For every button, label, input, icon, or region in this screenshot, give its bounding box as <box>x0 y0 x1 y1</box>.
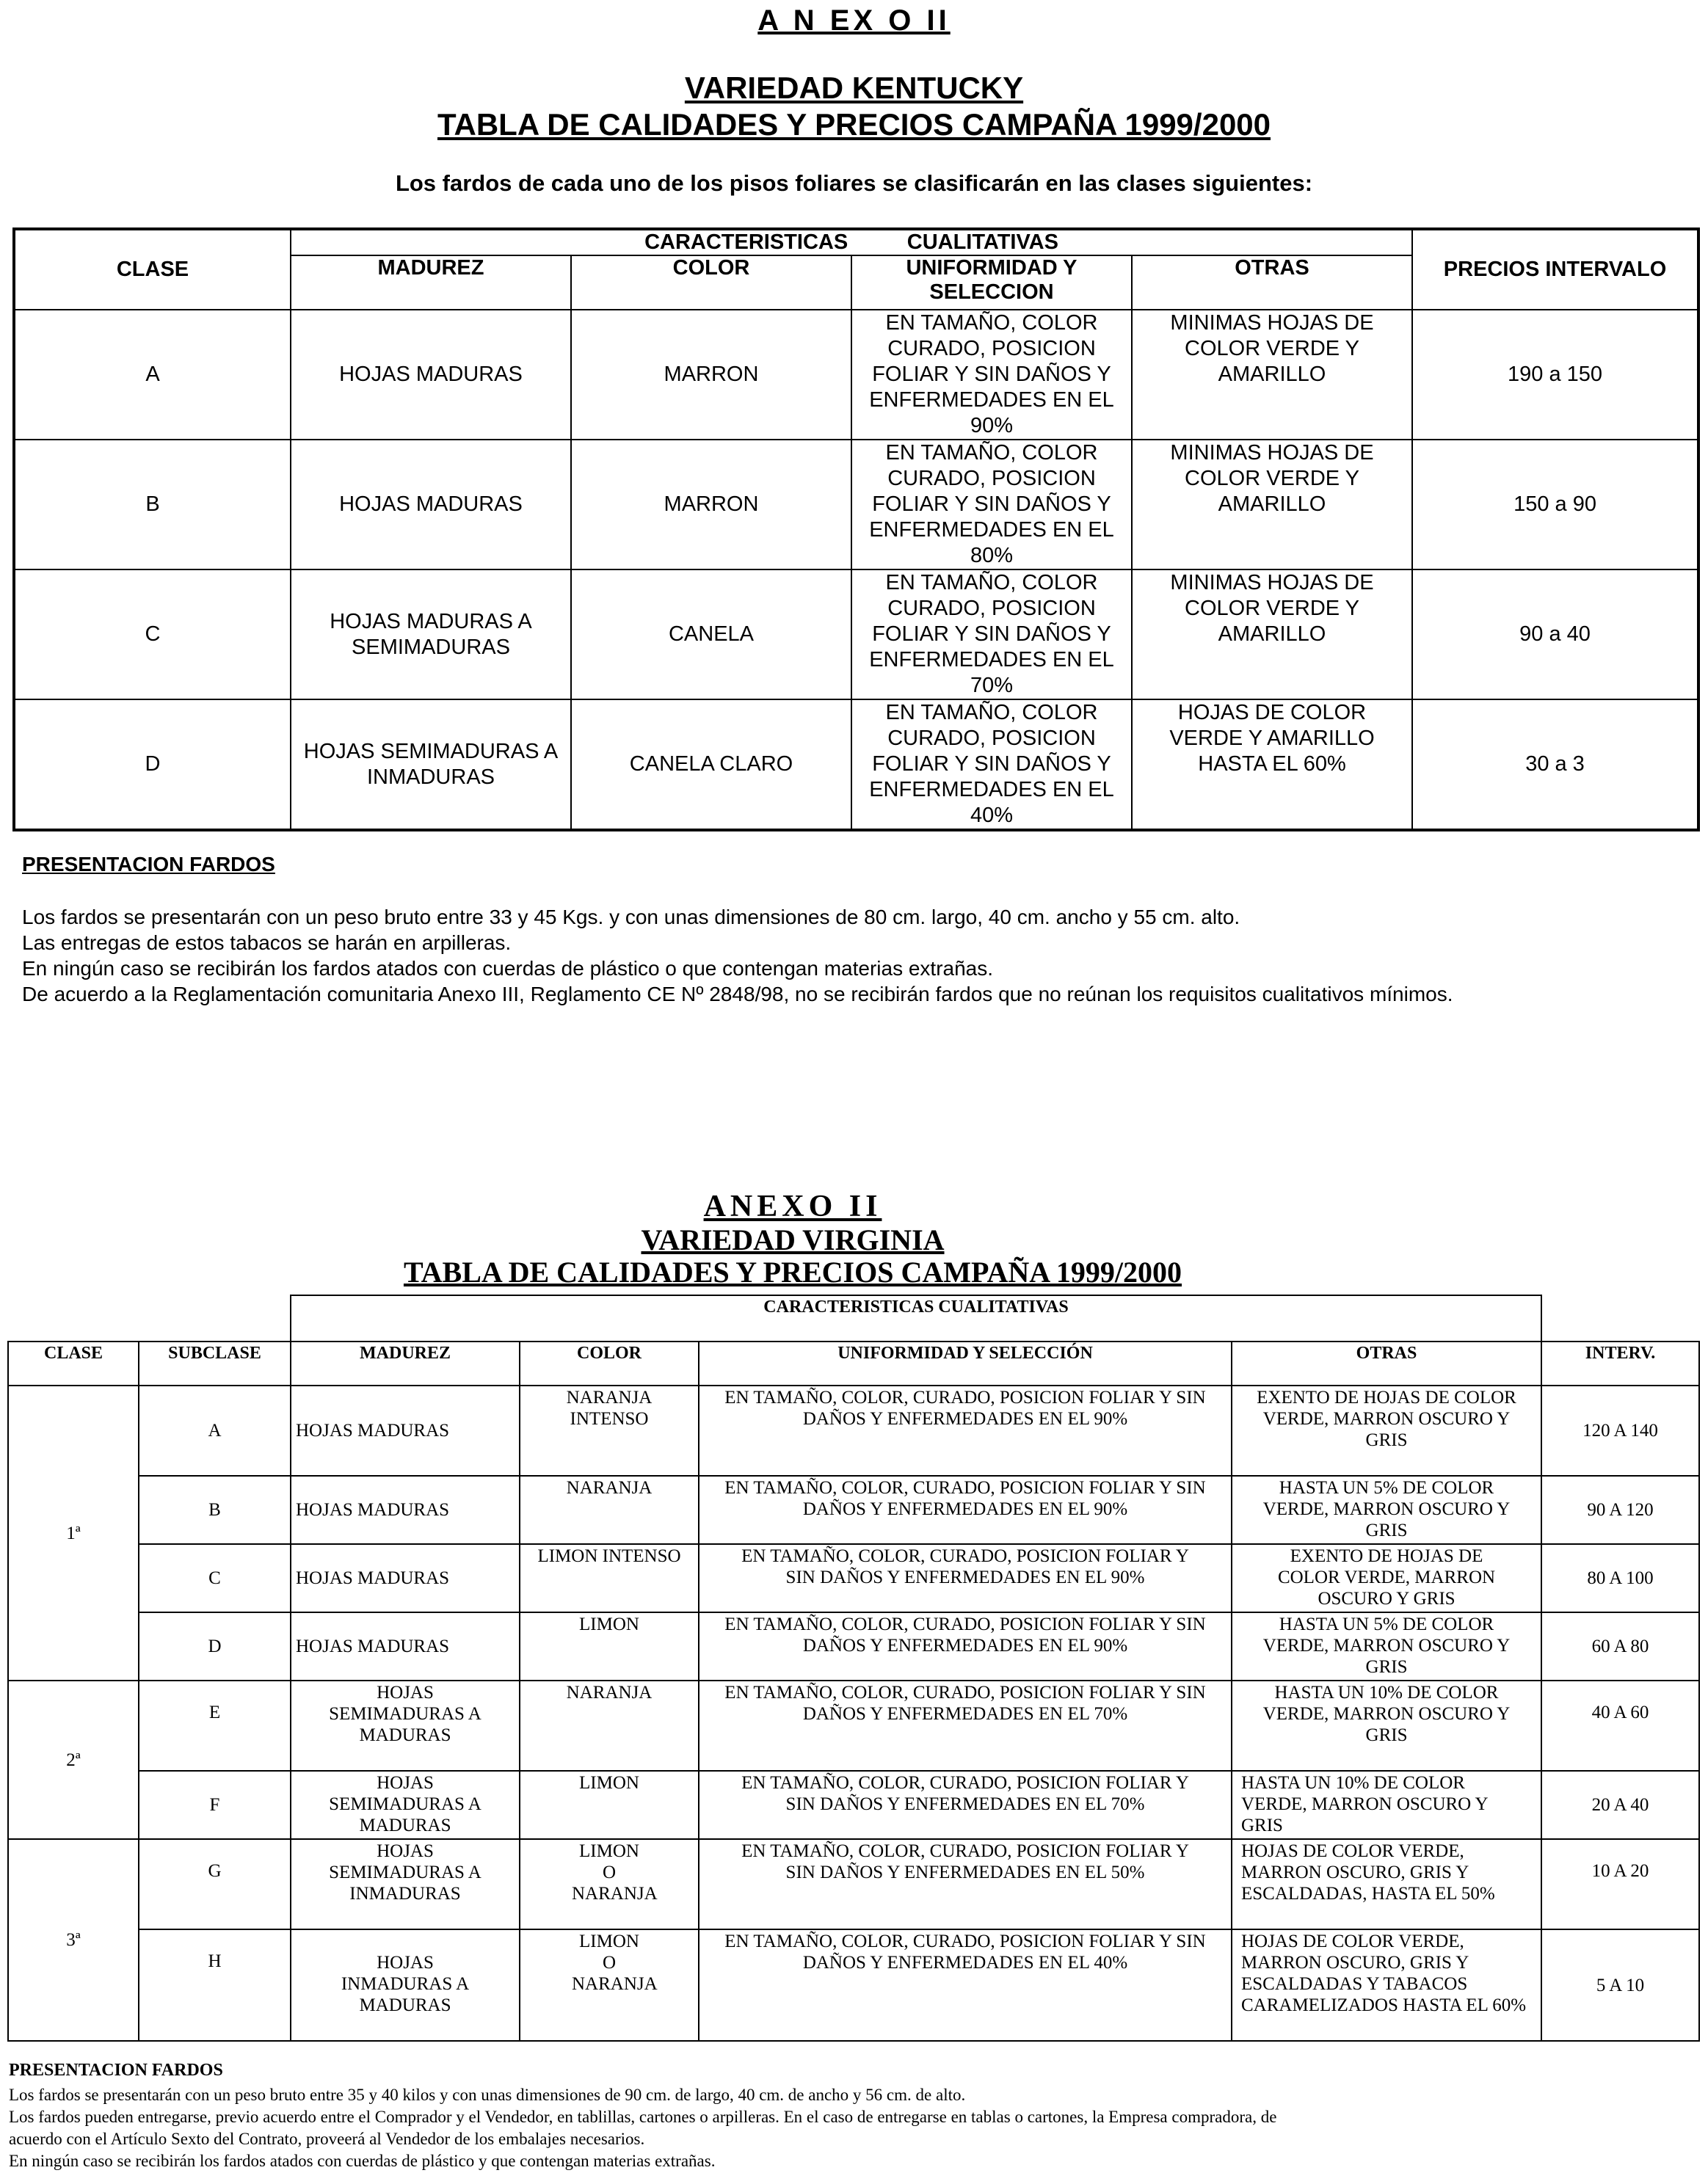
virginia-cell-subclase: G <box>139 1839 291 1929</box>
virginia-header-caracteristicas: CARACTERISTICAS CUALITATIVAS <box>291 1295 1541 1342</box>
virginia-cell-otras: EXENTO DE HOJAS DE COLOR VERDE, MARRON OSCURO Y GRIS <box>1232 1544 1541 1612</box>
virginia-cell-interv: 90 A 120 <box>1541 1476 1699 1544</box>
virginia-cell-color: NARANJA <box>520 1681 699 1771</box>
virginia-header-madurez: MADUREZ <box>291 1342 520 1386</box>
kentucky-cell-madurez: HOJAS MADURAS A SEMIMADURAS <box>291 569 571 699</box>
kentucky-cell-precio: 150 a 90 <box>1412 440 1698 569</box>
kentucky-cell-madurez: HOJAS MADURAS <box>291 310 571 440</box>
virginia-header-color: COLOR <box>520 1342 699 1386</box>
table-row <box>8 1612 1699 1681</box>
table-row <box>14 440 1698 569</box>
kentucky-header-caracteristicas: CARACTERISTICAS CUALITATIVAS <box>291 229 1412 255</box>
kentucky-cell-clase: B <box>14 440 291 569</box>
kentucky-cell-otras: MINIMAS HOJAS DE COLOR VERDE Y AMARILLO <box>1132 440 1412 569</box>
virginia-cell-subclase: C <box>139 1544 291 1612</box>
virginia-cell-uniformidad: EN TAMAÑO, COLOR, CURADO, POSICION FOLIAR Y SIN DAÑOS Y ENFERMEDADES EN EL 50% <box>699 1839 1232 1929</box>
virginia-cell-otras: HOJAS DE COLOR VERDE, MARRON OSCURO, GRIS Y ESCALDADAS, HASTA EL 50% <box>1232 1839 1541 1929</box>
table-row <box>8 1544 1699 1612</box>
kentucky-cell-color: CANELA CLARO <box>571 699 851 830</box>
kentucky-cell-otras: MINIMAS HOJAS DE COLOR VERDE Y AMARILLO <box>1132 310 1412 440</box>
kentucky-cell-uniformidad: EN TAMAÑO, COLOR CURADO, POSICION FOLIAR Y SIN DAÑOS Y ENFERMEDADES EN EL 80% <box>851 440 1132 569</box>
kentucky-cell-uniformidad: EN TAMAÑO, COLOR CURADO, POSICION FOLIAR Y SIN DAÑOS Y ENFERMEDADES EN EL 40% <box>851 699 1132 830</box>
kentucky-header-precios: PRECIOS INTERVALO <box>1412 229 1698 310</box>
virginia-header-subclase: SUBCLASE <box>139 1342 291 1386</box>
kentucky-cell-color: MARRON <box>571 440 851 569</box>
virginia-cell-color: LIMON <box>520 1612 699 1681</box>
virginia-cell-interv: 60 A 80 <box>1541 1612 1699 1681</box>
virginia-cell-otras: HASTA UN 5% DE COLOR VERDE, MARRON OSCURO Y GRIS <box>1232 1612 1541 1681</box>
virginia-cell-uniformidad: EN TAMAÑO, COLOR, CURADO, POSICION FOLIAR Y SIN DAÑOS Y ENFERMEDADES EN EL 90% <box>699 1544 1232 1612</box>
virginia-cell-otras: HASTA UN 10% DE COLOR VERDE, MARRON OSCURO Y GRIS <box>1232 1771 1541 1839</box>
virginia-cell-subclase: B <box>139 1476 291 1544</box>
virginia-cell-madurez: HOJAS SEMIMADURAS A MADURAS <box>291 1771 520 1839</box>
kentucky-cell-clase: A <box>14 310 291 440</box>
kentucky-cell-precio: 90 a 40 <box>1412 569 1698 699</box>
virginia-class-1: 1ª <box>8 1386 139 1681</box>
virginia-annex-title: ANEXO II <box>703 1190 882 1223</box>
virginia-cell-madurez: HOJAS MADURAS <box>291 1476 520 1544</box>
kentucky-table-title: TABLA DE CALIDADES Y PRECIOS CAMPAÑA 1999/2000 <box>437 107 1271 142</box>
kentucky-header-clase: CLASE <box>14 229 291 310</box>
virginia-cell-subclase: F <box>139 1771 291 1839</box>
virginia-cell-interv: 10 A 20 <box>1541 1839 1699 1929</box>
virginia-presentation-line: acuerdo con el Artículo Sexto del Contrato, proveerá al Vendedor de los embalajes necesarios. <box>9 2130 645 2148</box>
kentucky-cell-madurez: HOJAS MADURAS <box>291 440 571 569</box>
virginia-header-uniformidad: UNIFORMIDAD Y SELECCIÓN <box>699 1342 1232 1386</box>
virginia-class-2: 2ª <box>8 1681 139 1839</box>
virginia-cell-subclase: D <box>139 1612 291 1681</box>
virginia-class-3: 3ª <box>8 1839 139 2041</box>
virginia-cell-uniformidad: EN TAMAÑO, COLOR, CURADO, POSICION FOLIAR Y SIN DAÑOS Y ENFERMEDADES EN EL 90% <box>699 1476 1232 1544</box>
kentucky-presentation-text <box>22 904 1453 1007</box>
virginia-cell-otras: HOJAS DE COLOR VERDE, MARRON OSCURO, GRIS Y ESCALDADAS Y TABACOS CARAMELIZADOS HASTA EL 60% <box>1232 1929 1541 2041</box>
kentucky-quality-table <box>12 228 1700 831</box>
virginia-quality-table <box>7 1295 1700 2042</box>
kentucky-cell-precio: 30 a 3 <box>1412 699 1698 830</box>
virginia-cell-interv: 5 A 10 <box>1541 1929 1699 2041</box>
kentucky-cell-madurez: HOJAS SEMIMADURAS A INMADURAS <box>291 699 571 830</box>
table-row <box>8 1681 1699 1771</box>
virginia-cell-uniformidad: EN TAMAÑO, COLOR, CURADO, POSICION FOLIAR Y SIN DAÑOS Y ENFERMEDADES EN EL 70% <box>699 1681 1232 1771</box>
virginia-cell-color: NARANJA <box>520 1476 699 1544</box>
table-row <box>8 1771 1699 1839</box>
virginia-header-interv: INTERV. <box>1541 1342 1699 1386</box>
virginia-cell-otras: EXENTO DE HOJAS DE COLOR VERDE, MARRON OSCURO Y GRIS <box>1232 1386 1541 1476</box>
kentucky-presentation-line: En ningún caso se recibirán los fardos atados con cuerdas de plástico o que contengan materias extrañas. <box>22 957 994 980</box>
table-row <box>8 1386 1699 1476</box>
virginia-cell-color: LIMON O NARANJA <box>520 1929 699 2041</box>
kentucky-annex-title: A N EX O II <box>757 4 951 37</box>
virginia-cell-subclase: A <box>139 1386 291 1476</box>
kentucky-cell-precio: 190 a 150 <box>1412 310 1698 440</box>
virginia-cell-uniformidad: EN TAMAÑO, COLOR, CURADO, POSICION FOLIAR Y SIN DAÑOS Y ENFERMEDADES EN EL 70% <box>699 1771 1232 1839</box>
virginia-presentation-line: Los fardos se presentarán con un peso bruto entre 35 y 40 kilos y con unas dimensiones de 90 cm. de largo, 40 cm. de ancho y 56 cm. de alto. <box>9 2086 966 2104</box>
table-row <box>14 310 1698 440</box>
virginia-cell-madurez: HOJAS MADURAS <box>291 1544 520 1612</box>
kentucky-presentation-title: PRESENTACION FARDOS <box>22 853 275 876</box>
table-row <box>8 1839 1699 1929</box>
virginia-cell-subclase: H <box>139 1929 291 2041</box>
kentucky-cell-color: CANELA <box>571 569 851 699</box>
kentucky-cell-otras: HOJAS DE COLOR VERDE Y AMARILLO HASTA EL 60% <box>1132 699 1412 830</box>
virginia-cell-color: NARANJA INTENSO <box>520 1386 699 1476</box>
kentucky-header-color: COLOR <box>571 255 851 310</box>
virginia-cell-color: LIMON INTENSO <box>520 1544 699 1612</box>
virginia-cell-color: LIMON <box>520 1771 699 1839</box>
virginia-cell-madurez: HOJAS MADURAS <box>291 1386 520 1476</box>
virginia-presentation-line: En ningún caso se recibirán los fardos atados con cuerdas de plástico y que contengan materias extrañas. <box>9 2152 716 2170</box>
table-row <box>8 1476 1699 1544</box>
kentucky-cell-clase: D <box>14 699 291 830</box>
virginia-presentation-text <box>9 2084 1276 2172</box>
virginia-cell-subclase: E <box>139 1681 291 1771</box>
virginia-variety-title: VARIEDAD VIRGINIA <box>641 1223 945 1256</box>
kentucky-variety-title: VARIEDAD KENTUCKY <box>684 70 1024 105</box>
kentucky-header-otras: OTRAS <box>1132 255 1412 310</box>
kentucky-cell-otras: MINIMAS HOJAS DE COLOR VERDE Y AMARILLO <box>1132 569 1412 699</box>
virginia-presentation-line: Los fardos pueden entregarse, previo acuerdo entre el Comprador y el Vendedor, en tablillas, cartones o arpilleras. En el caso de entregarse en tablas o cartones, la Empresa compradora, de <box>9 2108 1277 2126</box>
virginia-cell-uniformidad: EN TAMAÑO, COLOR, CURADO, POSICION FOLIAR Y SIN DAÑOS Y ENFERMEDADES EN EL 90% <box>699 1612 1232 1681</box>
virginia-cell-madurez: HOJAS INMADURAS A MADURAS <box>291 1929 520 2041</box>
virginia-presentation-title: PRESENTACION FARDOS <box>9 2061 223 2080</box>
kentucky-presentation-line: Las entregas de estos tabacos se harán en arpilleras. <box>22 931 512 954</box>
kentucky-presentation-line: Los fardos se presentarán con un peso bruto entre 33 y 45 Kgs. y con unas dimensiones de 80 cm. largo, 40 cm. ancho y 55 cm. alto. <box>22 906 1240 928</box>
kentucky-intro: Los fardos de cada uno de los pisos foliares se clasificarán en las clases siguientes: <box>395 170 1313 196</box>
kentucky-cell-clase: C <box>14 569 291 699</box>
virginia-cell-madurez: HOJAS MADURAS <box>291 1612 520 1681</box>
kentucky-presentation-line: De acuerdo a la Reglamentación comunitaria Anexo III, Reglamento CE Nº 2848/98, no se recibirán fardos que no reúnan los requisitos cualitativos mínimos. <box>22 983 1453 1005</box>
virginia-cell-otras: HASTA UN 5% DE COLOR VERDE, MARRON OSCURO Y GRIS <box>1232 1476 1541 1544</box>
kentucky-header-madurez: MADUREZ <box>291 255 571 310</box>
virginia-header-otras: OTRAS <box>1232 1342 1541 1386</box>
kentucky-cell-uniformidad: EN TAMAÑO, COLOR CURADO, POSICION FOLIAR Y SIN DAÑOS Y ENFERMEDADES EN EL 90% <box>851 310 1132 440</box>
virginia-cell-interv: 80 A 100 <box>1541 1544 1699 1612</box>
virginia-cell-uniformidad: EN TAMAÑO, COLOR, CURADO, POSICION FOLIAR Y SIN DAÑOS Y ENFERMEDADES EN EL 40% <box>699 1929 1232 2041</box>
virginia-cell-interv: 20 A 40 <box>1541 1771 1699 1839</box>
virginia-cell-madurez: HOJAS SEMIMADURAS A MADURAS <box>291 1681 520 1771</box>
kentucky-header-uniformidad: UNIFORMIDAD Y SELECCION <box>851 255 1132 310</box>
virginia-cell-interv: 120 A 140 <box>1541 1386 1699 1476</box>
kentucky-cell-uniformidad: EN TAMAÑO, COLOR CURADO, POSICION FOLIAR Y SIN DAÑOS Y ENFERMEDADES EN EL 70% <box>851 569 1132 699</box>
virginia-cell-color: LIMON O NARANJA <box>520 1839 699 1929</box>
table-row <box>14 569 1698 699</box>
kentucky-cell-color: MARRON <box>571 310 851 440</box>
virginia-cell-otras: HASTA UN 10% DE COLOR VERDE, MARRON OSCURO Y GRIS <box>1232 1681 1541 1771</box>
table-row <box>14 699 1698 830</box>
table-row <box>8 1929 1699 2041</box>
virginia-header-clase: CLASE <box>8 1342 139 1386</box>
virginia-cell-interv: 40 A 60 <box>1541 1681 1699 1771</box>
virginia-cell-madurez: HOJAS SEMIMADURAS A INMADURAS <box>291 1839 520 1929</box>
virginia-table-title: TABLA DE CALIDADES Y PRECIOS CAMPAÑA 1999/2000 <box>403 1256 1182 1289</box>
virginia-cell-uniformidad: EN TAMAÑO, COLOR, CURADO, POSICION FOLIAR Y SIN DAÑOS Y ENFERMEDADES EN EL 90% <box>699 1386 1232 1476</box>
